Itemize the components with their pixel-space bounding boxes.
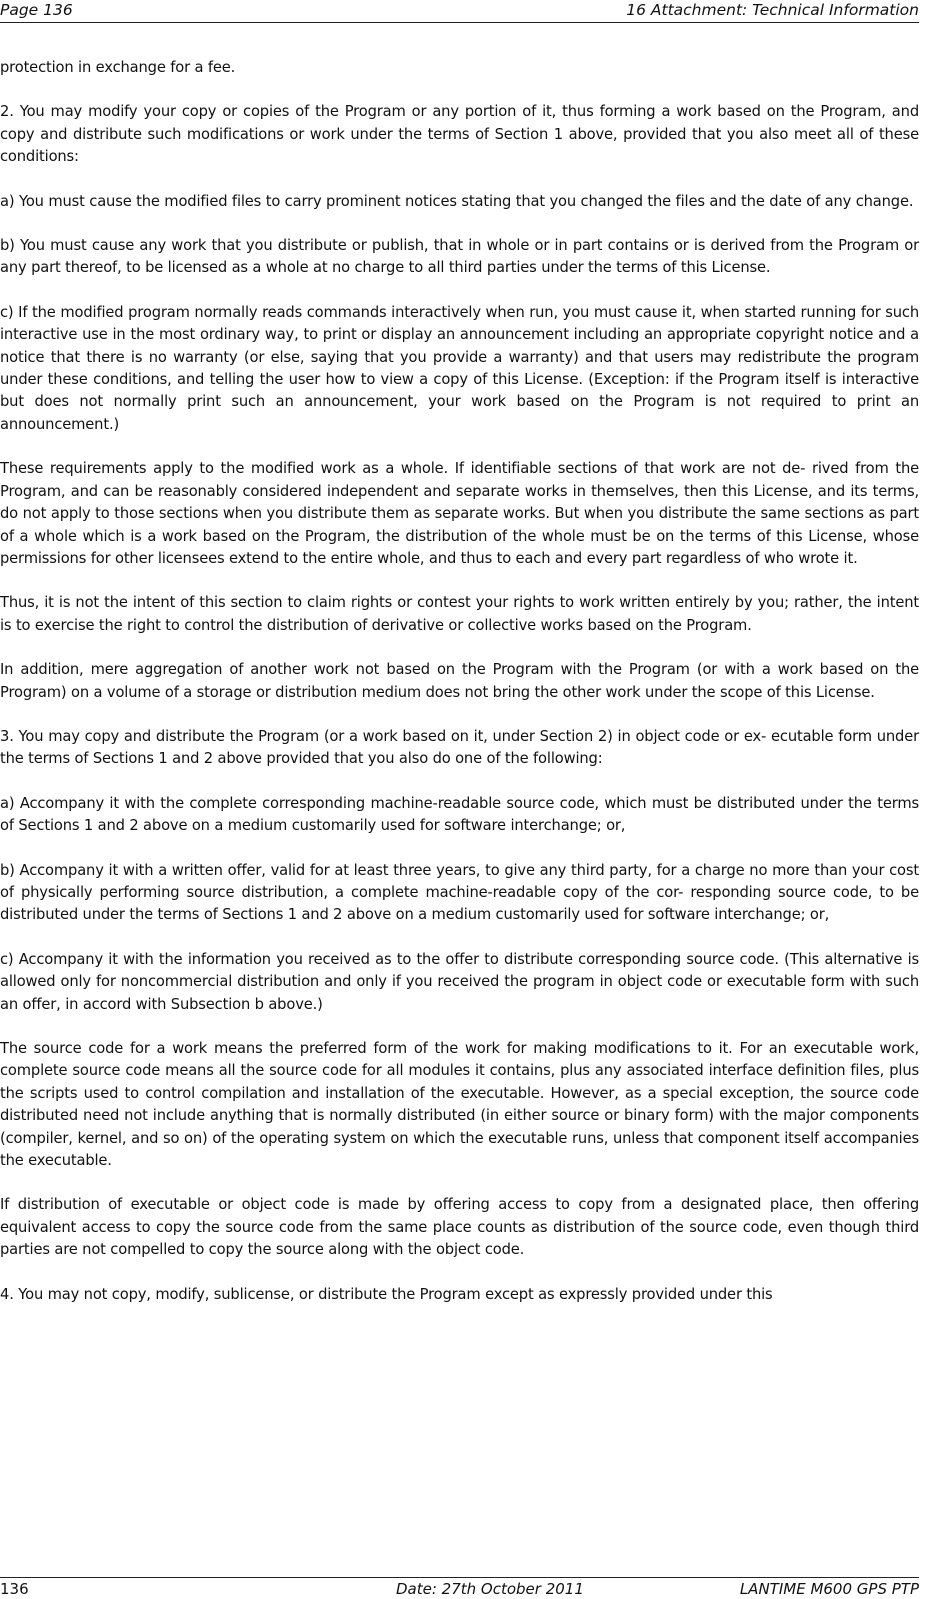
header-section-title: 16 Attachment: Technical Information xyxy=(626,1,919,19)
paragraph-2b: b) You must cause any work that you distribute or publish, that in whole or in part contains or is derived from the Program or any part thereof, to be licensed as a whole at no charge to all third parties under the terms of this License. xyxy=(0,237,919,277)
footer-product: LANTIME M600 GPS PTP xyxy=(739,1580,919,1598)
paragraph-intent: Thus, it is not the intent of this section to claim rights or contest your rights to work written entirely by you; rather, the intent is to exercise the right to control the distribution of derivative or collective works based on the Program. xyxy=(0,594,919,634)
paragraph-3c: c) Accompany it with the information you received as to the offer to distribute corresponding source code. (This alternative is allowed only for noncommercial distribution and only if you received the program in object code or executable form with such an offer, in accord with Subsection b above.) xyxy=(0,950,919,1013)
footer-date: Date: 27th October 2011 xyxy=(396,1580,584,1598)
paragraph-section-3: 3. You may copy and distribute the Program (or a work based on it, under Section 2) in object code or ex- ecutable form under the terms of Sections 1 and 2 above provided that you also do one of the following: xyxy=(0,727,919,768)
paragraph-section-2: 2. You may modify your copy or copies of the Program or any portion of it, thus forming a work based on the Program, and copy and distribute such modifications or work under the terms of Section 1 above, provided that you also meet all of these conditions: xyxy=(0,103,919,166)
paragraph-3b: b) Accompany it with a written offer, valid for at least three years, to give any third party, for a charge no more than your cost of physically performing source distribution, a complete machine-readable copy of the cor- responding source code, to be distributed under the terms of Sections 1 and 2 above on a medium customarily used for software interchange; or, xyxy=(0,861,919,924)
paragraph-2a: a) You must cause the modified files to carry prominent notices stating that you changed the files and the date of any change. xyxy=(0,192,914,210)
paragraph-2c: c) If the modified program normally reads commands interactively when run, you must cause it, when started running for such interactive use in the most ordinary way, to print or display an announcement including an appropriate copyright notice and a notice that there is no warranty (or else, saying that you provide a warranty) and that users may redistribute the program under these conditions, and telling the user how to view a copy of this License. (Exception: if the Program itself is interactive but does not normally print such an announcement, your work based on the Program is not required to print an announcement.) xyxy=(0,303,919,433)
paragraph-distribution-access: If distribution of executable or object code is made by offering access to copy from a designated place, then offering equivalent access to copy the source code from the same place counts as distribution of the source code, even though third parties are not compelled to copy the source along with the object code. xyxy=(0,1196,919,1259)
paragraph-section-4: 4. You may not copy, modify, sublicense, or distribute the Program except as expressly provided under this xyxy=(0,1285,773,1303)
paragraph-protection-fee: protection in exchange for a fee. xyxy=(0,59,236,76)
header-page-label: Page 136 xyxy=(0,1,73,19)
paragraph-3a: a) Accompany it with the complete corresponding machine-readable source code, which must be distributed under the terms of Sections 1 and 2 above on a medium customarily used for software interchange; or, xyxy=(0,794,919,835)
page-header xyxy=(0,0,919,23)
page-body xyxy=(0,57,919,1328)
paragraph-source-code: The source code for a work means the preferred form of the work for making modifications to it. For an executable work, complete source code means all the source code for all modules it contains, plus any associated interface definition files, plus the scripts used to control compilation and installation of the executable. However, as a special exception, the source code distributed need not include anything that is normally distributed (in either source or binary form) with the major components (compiler, kernel, and so on) of the operating system on which the executable runs, unless that component itself accompanies the executable. xyxy=(0,1040,919,1170)
paragraph-requirements: These requirements apply to the modified work as a whole. If identifiable sections of that work are not de- rived from the Program, and can be reasonably considered independent and separate works in themselves, then this License, and its terms, do not apply to those sections when you distribute them as separate works. But when you distribute the same sections as part of a whole which is a work based on the Program, the distribution of the whole must be on the terms of this License, whose permissions for other licensees extend to the entire whole, and thus to each and every part regardless of who wrote it. xyxy=(0,460,919,567)
footer-page-number: 136 xyxy=(0,1580,29,1598)
paragraph-aggregation: In addition, mere aggregation of another work not based on the Program with the Program (or with a work based on the Program) on a volume of a storage or distribution medium does not bring the other work under the scope of this License. xyxy=(0,661,919,701)
page-footer xyxy=(0,1577,919,1599)
